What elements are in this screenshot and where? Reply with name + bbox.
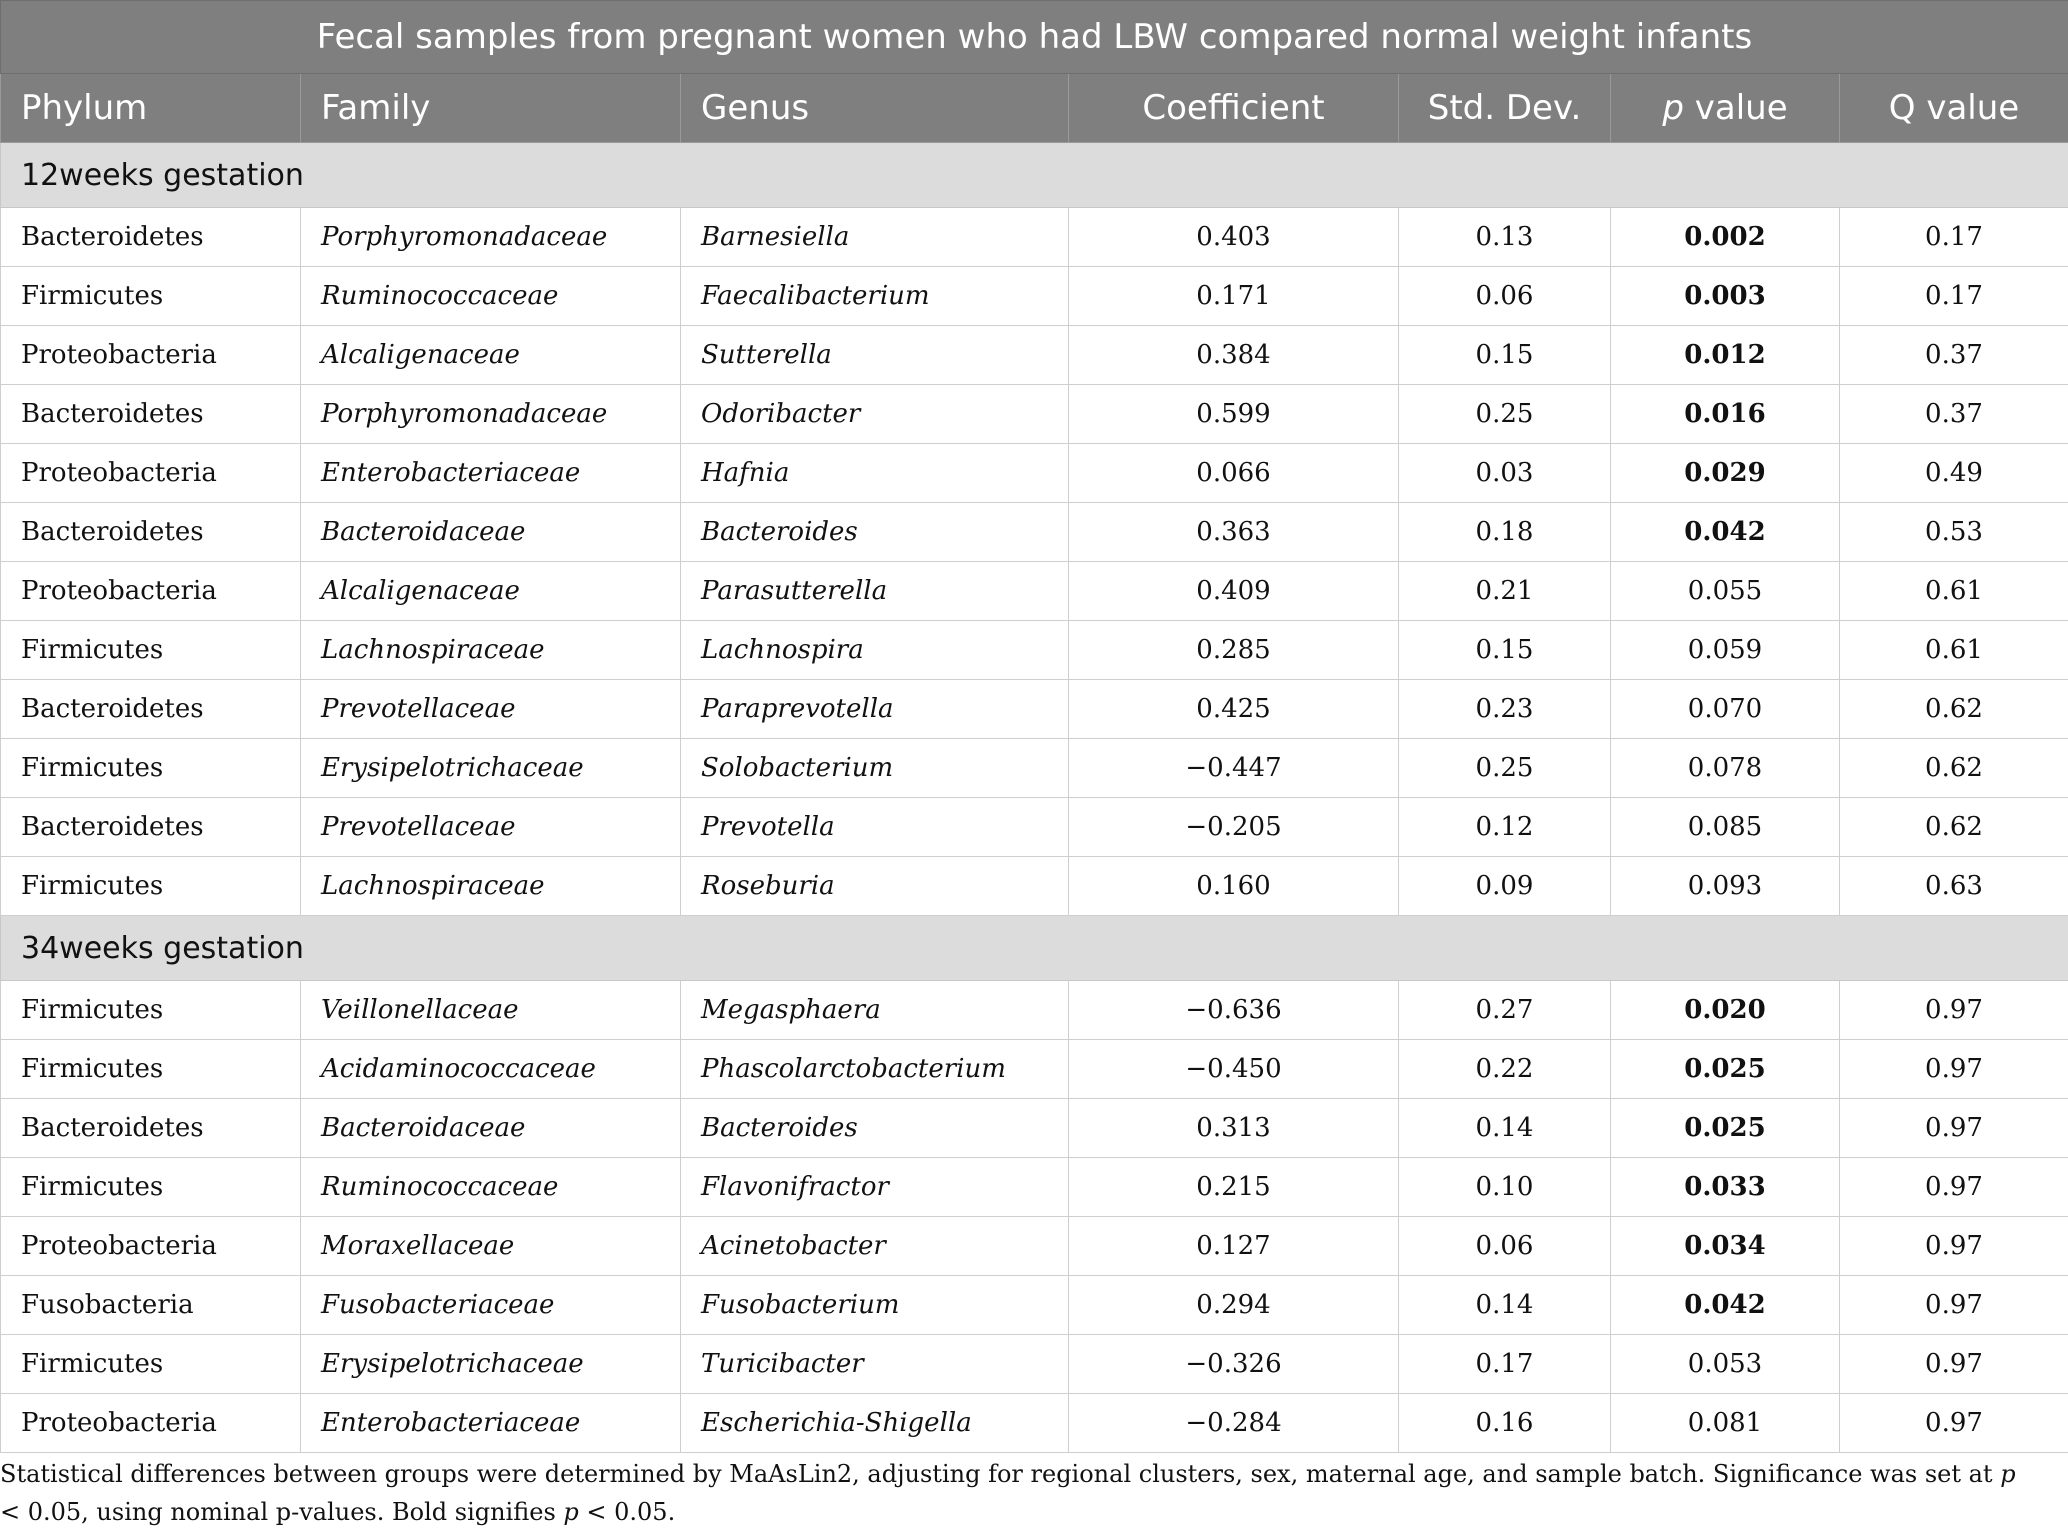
cell-std-dev: 0.06 — [1399, 1217, 1611, 1276]
table-body — [1, 143, 2068, 1453]
table-row — [1, 1099, 2068, 1158]
cell-std-dev: 0.22 — [1399, 1040, 1611, 1099]
table-row — [1, 444, 2068, 503]
footnote-text-2: < 0.05, using nominal p-values. Bold signifies — [0, 1498, 564, 1526]
table-row — [1, 1217, 2068, 1276]
cell-q-value: 0.62 — [1840, 798, 2068, 857]
cell-family: Prevotellaceae — [301, 798, 681, 857]
cell-family: Lachnospiraceae — [301, 621, 681, 680]
cell-std-dev: 0.16 — [1399, 1394, 1611, 1453]
table-title: Fecal samples from pregnant women who had LBW compared normal weight infants — [1, 1, 2068, 74]
cell-family: Bacteroidaceae — [301, 503, 681, 562]
table-row — [1, 385, 2068, 444]
cell-family: Porphyromonadaceae — [301, 385, 681, 444]
cell-coefficient: 0.384 — [1069, 326, 1399, 385]
cell-p-value: 0.078 — [1611, 739, 1840, 798]
cell-coefficient: 0.403 — [1069, 208, 1399, 267]
cell-phylum: Bacteroidetes — [1, 385, 301, 444]
footnote-p-symbol-2: p — [563, 1498, 579, 1526]
footnote-text-1: Statistical differences between groups were determined by MaAsLin2, adjusting for regional clusters, sex, maternal age, and sample batch. Significance was set at — [0, 1460, 2001, 1488]
cell-coefficient: 0.313 — [1069, 1099, 1399, 1158]
cell-phylum: Bacteroidetes — [1, 798, 301, 857]
cell-coefficient: 0.294 — [1069, 1276, 1399, 1335]
cell-std-dev: 0.25 — [1399, 385, 1611, 444]
cell-coefficient: −0.284 — [1069, 1394, 1399, 1453]
cell-phylum: Firmicutes — [1, 981, 301, 1040]
cell-std-dev: 0.15 — [1399, 326, 1611, 385]
cell-genus: Flavonifractor — [681, 1158, 1069, 1217]
cell-p-value: 0.029 — [1611, 444, 1840, 503]
section-row — [1, 916, 2068, 981]
cell-family: Erysipelotrichaceae — [301, 739, 681, 798]
cell-genus: Faecalibacterium — [681, 267, 1069, 326]
col-header-phylum: Phylum — [1, 74, 301, 143]
col-header-genus: Genus — [681, 74, 1069, 143]
table-row — [1, 326, 2068, 385]
table-footnote — [0, 1455, 2040, 1531]
cell-std-dev: 0.10 — [1399, 1158, 1611, 1217]
cell-p-value: 0.020 — [1611, 981, 1840, 1040]
col-header-coefficient: Coefficient — [1069, 74, 1399, 143]
col-header-std-dev: Std. Dev. — [1399, 74, 1611, 143]
cell-q-value: 0.62 — [1840, 739, 2068, 798]
cell-p-value: 0.016 — [1611, 385, 1840, 444]
cell-phylum: Bacteroidetes — [1, 503, 301, 562]
cell-std-dev: 0.03 — [1399, 444, 1611, 503]
table-row — [1, 621, 2068, 680]
cell-p-value: 0.093 — [1611, 857, 1840, 916]
table-row — [1, 503, 2068, 562]
cell-q-value: 0.63 — [1840, 857, 2068, 916]
table-row — [1, 1276, 2068, 1335]
cell-phylum: Proteobacteria — [1, 1394, 301, 1453]
table-row — [1, 981, 2068, 1040]
cell-family: Enterobacteriaceae — [301, 1394, 681, 1453]
cell-p-value: 0.081 — [1611, 1394, 1840, 1453]
cell-std-dev: 0.12 — [1399, 798, 1611, 857]
cell-p-value: 0.012 — [1611, 326, 1840, 385]
cell-genus: Phascolarctobacterium — [681, 1040, 1069, 1099]
cell-phylum: Firmicutes — [1, 267, 301, 326]
cell-coefficient: 0.599 — [1069, 385, 1399, 444]
table-row — [1, 562, 2068, 621]
cell-std-dev: 0.21 — [1399, 562, 1611, 621]
cell-genus: Parasutterella — [681, 562, 1069, 621]
cell-p-value: 0.025 — [1611, 1099, 1840, 1158]
cell-coefficient: 0.425 — [1069, 680, 1399, 739]
cell-phylum: Bacteroidetes — [1, 208, 301, 267]
title-row — [1, 1, 2068, 74]
cell-p-value: 0.034 — [1611, 1217, 1840, 1276]
cell-phylum: Proteobacteria — [1, 562, 301, 621]
col-header-p-value: p value — [1611, 74, 1840, 143]
cell-std-dev: 0.15 — [1399, 621, 1611, 680]
cell-q-value: 0.53 — [1840, 503, 2068, 562]
cell-coefficient: −0.447 — [1069, 739, 1399, 798]
cell-std-dev: 0.06 — [1399, 267, 1611, 326]
cell-coefficient: 0.066 — [1069, 444, 1399, 503]
cell-coefficient: 0.127 — [1069, 1217, 1399, 1276]
cell-genus: Fusobacterium — [681, 1276, 1069, 1335]
cell-family: Lachnospiraceae — [301, 857, 681, 916]
cell-q-value: 0.97 — [1840, 1394, 2068, 1453]
cell-std-dev: 0.14 — [1399, 1276, 1611, 1335]
cell-q-value: 0.49 — [1840, 444, 2068, 503]
cell-genus: Lachnospira — [681, 621, 1069, 680]
footnote-text-3: < 0.05. — [578, 1498, 676, 1526]
cell-family: Ruminococcaceae — [301, 267, 681, 326]
cell-phylum: Bacteroidetes — [1, 1099, 301, 1158]
cell-std-dev: 0.13 — [1399, 208, 1611, 267]
cell-phylum: Firmicutes — [1, 621, 301, 680]
cell-phylum: Firmicutes — [1, 1335, 301, 1394]
cell-q-value: 0.17 — [1840, 208, 2068, 267]
cell-genus: Paraprevotella — [681, 680, 1069, 739]
cell-q-value: 0.97 — [1840, 1040, 2068, 1099]
cell-q-value: 0.37 — [1840, 385, 2068, 444]
cell-genus: Bacteroides — [681, 1099, 1069, 1158]
cell-coefficient: 0.215 — [1069, 1158, 1399, 1217]
col-header-q-value: Q value — [1840, 74, 2068, 143]
cell-p-value: 0.055 — [1611, 562, 1840, 621]
cell-q-value: 0.97 — [1840, 1099, 2068, 1158]
table-row — [1, 1394, 2068, 1453]
table-row — [1, 857, 2068, 916]
cell-p-value: 0.070 — [1611, 680, 1840, 739]
cell-p-value: 0.085 — [1611, 798, 1840, 857]
cell-p-value: 0.059 — [1611, 621, 1840, 680]
cell-q-value: 0.97 — [1840, 1217, 2068, 1276]
cell-family: Porphyromonadaceae — [301, 208, 681, 267]
col-header-family: Family — [301, 74, 681, 143]
cell-p-value: 0.025 — [1611, 1040, 1840, 1099]
cell-phylum: Bacteroidetes — [1, 680, 301, 739]
cell-family: Veillonellaceae — [301, 981, 681, 1040]
table-row — [1, 208, 2068, 267]
cell-family: Erysipelotrichaceae — [301, 1335, 681, 1394]
table-row — [1, 798, 2068, 857]
cell-family: Prevotellaceae — [301, 680, 681, 739]
cell-genus: Hafnia — [681, 444, 1069, 503]
cell-q-value: 0.61 — [1840, 621, 2068, 680]
cell-family: Fusobacteriaceae — [301, 1276, 681, 1335]
cell-family: Alcaligenaceae — [301, 326, 681, 385]
cell-phylum: Firmicutes — [1, 1158, 301, 1217]
cell-coefficient: 0.363 — [1069, 503, 1399, 562]
cell-coefficient: −0.450 — [1069, 1040, 1399, 1099]
cell-genus: Barnesiella — [681, 208, 1069, 267]
cell-std-dev: 0.25 — [1399, 739, 1611, 798]
cell-q-value: 0.97 — [1840, 1335, 2068, 1394]
cell-phylum: Fusobacteria — [1, 1276, 301, 1335]
section-row — [1, 143, 2068, 208]
section-label: 12weeks gestation — [1, 143, 2068, 208]
cell-phylum: Firmicutes — [1, 857, 301, 916]
cell-coefficient: 0.171 — [1069, 267, 1399, 326]
cell-q-value: 0.17 — [1840, 267, 2068, 326]
cell-q-value: 0.61 — [1840, 562, 2068, 621]
section-label: 34weeks gestation — [1, 916, 2068, 981]
table-row — [1, 680, 2068, 739]
cell-family: Bacteroidaceae — [301, 1099, 681, 1158]
cell-genus: Bacteroides — [681, 503, 1069, 562]
cell-coefficient: 0.285 — [1069, 621, 1399, 680]
cell-std-dev: 0.18 — [1399, 503, 1611, 562]
cell-family: Ruminococcaceae — [301, 1158, 681, 1217]
cell-q-value: 0.97 — [1840, 1276, 2068, 1335]
cell-std-dev: 0.14 — [1399, 1099, 1611, 1158]
cell-coefficient: 0.409 — [1069, 562, 1399, 621]
cell-q-value: 0.62 — [1840, 680, 2068, 739]
cell-genus: Megasphaera — [681, 981, 1069, 1040]
cell-genus: Turicibacter — [681, 1335, 1069, 1394]
cell-p-value: 0.042 — [1611, 1276, 1840, 1335]
cell-std-dev: 0.17 — [1399, 1335, 1611, 1394]
cell-family: Alcaligenaceae — [301, 562, 681, 621]
cell-q-value: 0.97 — [1840, 981, 2068, 1040]
cell-p-value: 0.002 — [1611, 208, 1840, 267]
cell-q-value: 0.37 — [1840, 326, 2068, 385]
table-row — [1, 1158, 2068, 1217]
cell-phylum: Proteobacteria — [1, 326, 301, 385]
cell-genus: Solobacterium — [681, 739, 1069, 798]
cell-phylum: Firmicutes — [1, 739, 301, 798]
cell-genus: Escherichia-Shigella — [681, 1394, 1069, 1453]
cell-family: Moraxellaceae — [301, 1217, 681, 1276]
cell-phylum: Proteobacteria — [1, 444, 301, 503]
cell-genus: Acinetobacter — [681, 1217, 1069, 1276]
footnote-p-symbol-1: p — [2000, 1460, 2016, 1488]
cell-coefficient: −0.205 — [1069, 798, 1399, 857]
cell-std-dev: 0.23 — [1399, 680, 1611, 739]
cell-family: Acidaminococcaceae — [301, 1040, 681, 1099]
cell-family: Enterobacteriaceae — [301, 444, 681, 503]
cell-genus: Odoribacter — [681, 385, 1069, 444]
cell-q-value: 0.97 — [1840, 1158, 2068, 1217]
table-row — [1, 1335, 2068, 1394]
cell-p-value: 0.003 — [1611, 267, 1840, 326]
table-row — [1, 1040, 2068, 1099]
cell-genus: Sutterella — [681, 326, 1069, 385]
header-row — [1, 74, 2068, 143]
cell-phylum: Firmicutes — [1, 1040, 301, 1099]
table-row — [1, 739, 2068, 798]
p-symbol: p — [1662, 88, 1684, 128]
cell-coefficient: −0.326 — [1069, 1335, 1399, 1394]
cell-genus: Roseburia — [681, 857, 1069, 916]
cell-std-dev: 0.09 — [1399, 857, 1611, 916]
table-row — [1, 267, 2068, 326]
cell-genus: Prevotella — [681, 798, 1069, 857]
cell-std-dev: 0.27 — [1399, 981, 1611, 1040]
cell-coefficient: −0.636 — [1069, 981, 1399, 1040]
cell-p-value: 0.033 — [1611, 1158, 1840, 1217]
cell-phylum: Proteobacteria — [1, 1217, 301, 1276]
cell-coefficient: 0.160 — [1069, 857, 1399, 916]
cell-p-value: 0.042 — [1611, 503, 1840, 562]
cell-p-value: 0.053 — [1611, 1335, 1840, 1394]
